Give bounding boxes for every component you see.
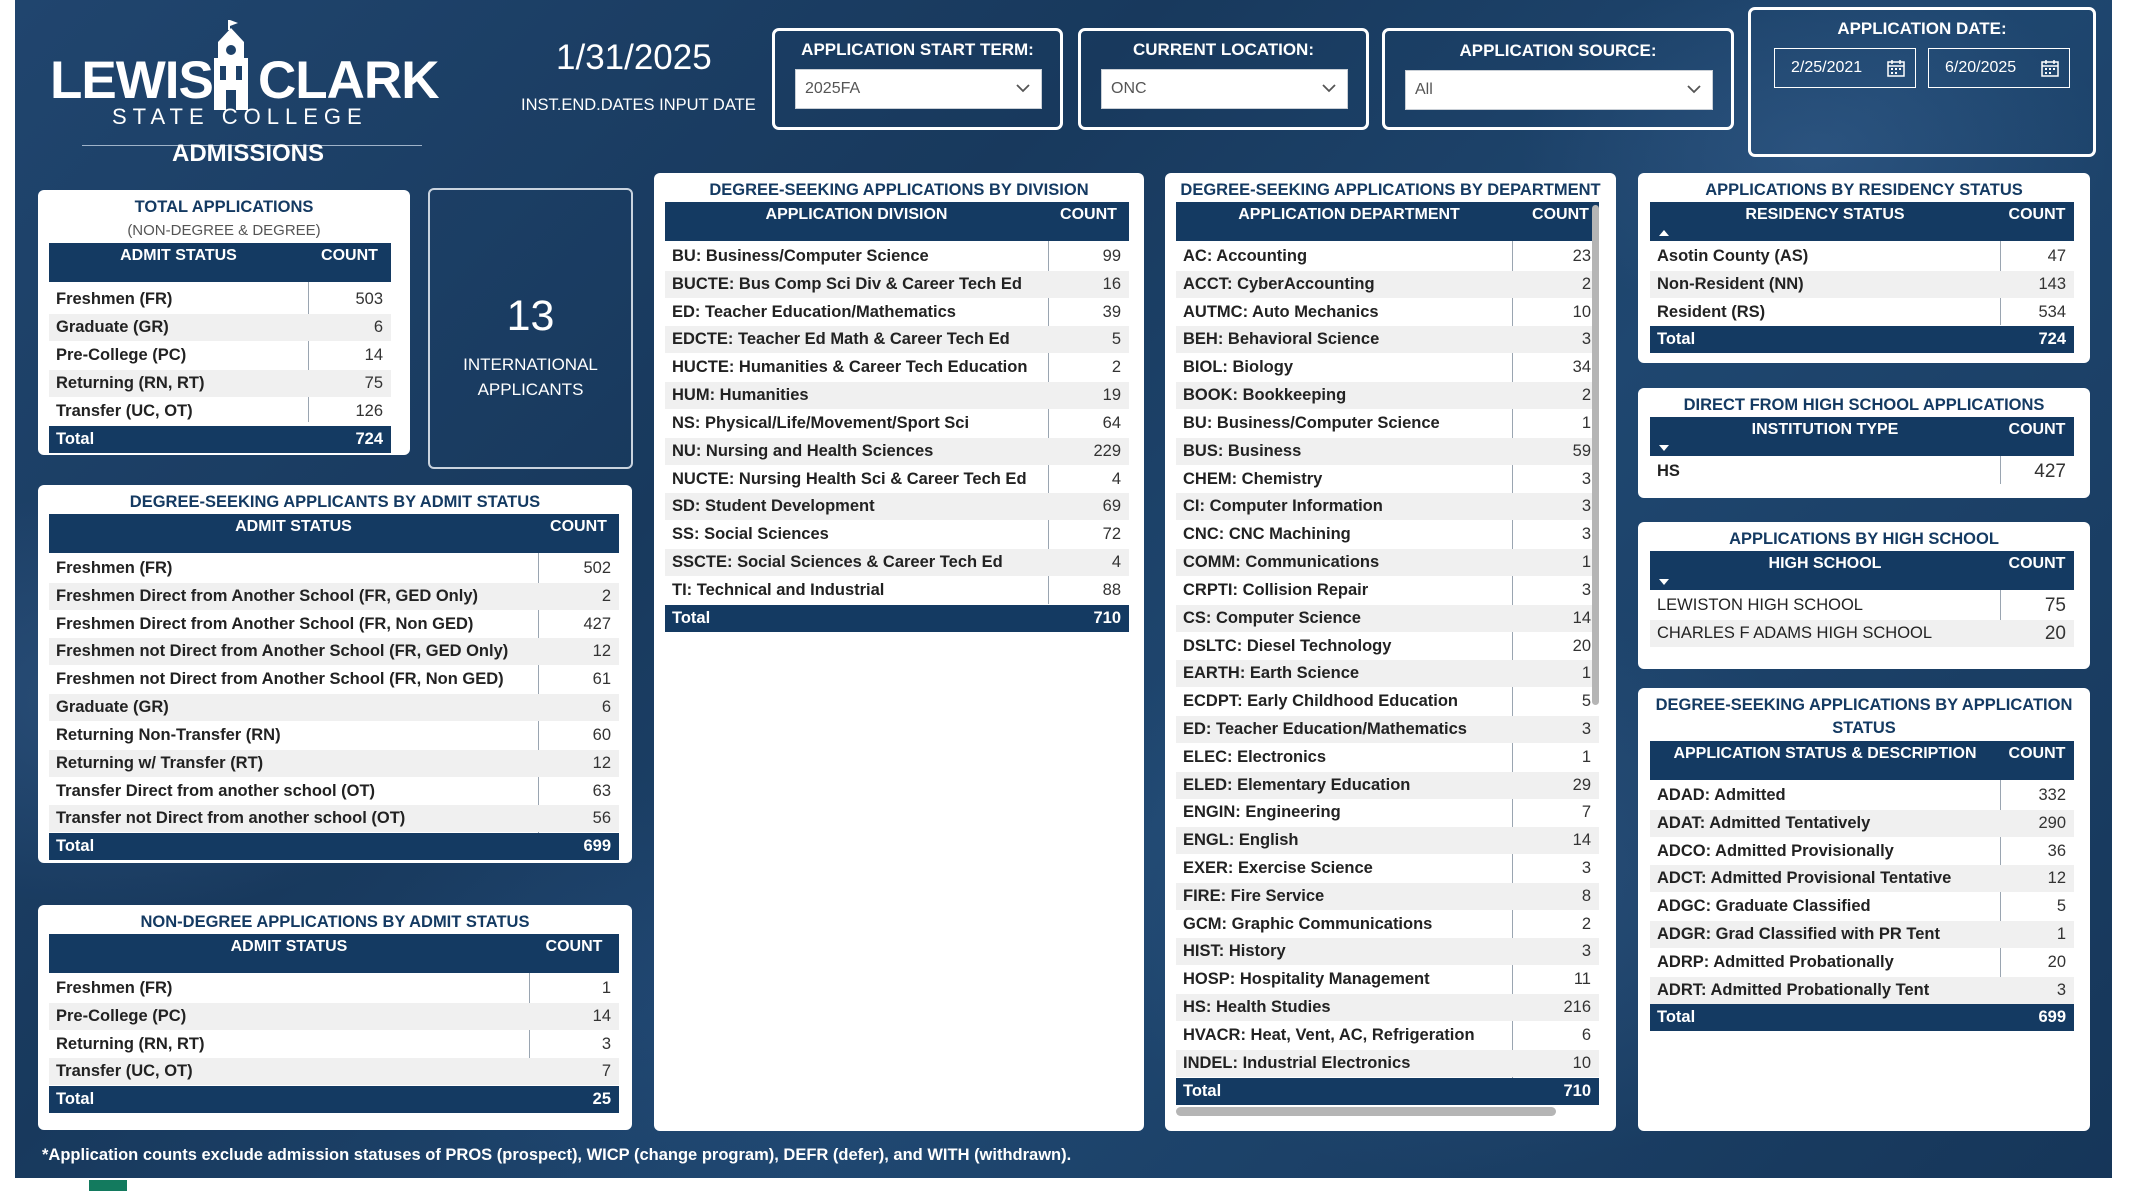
table-row: ACCT: CyberAccounting 2: [1176, 271, 1599, 298]
filter-app-date: [1748, 7, 2096, 157]
residency-card: [1638, 173, 2090, 363]
table-total-row: Total 710: [1176, 1078, 1599, 1105]
table-row: ED: Teacher Education/Mathematics 3: [1176, 716, 1599, 743]
international-label-line2: APPLICANTS: [477, 380, 584, 399]
dashboard-canvas: [15, 0, 2112, 1178]
card-title: DIRECT FROM HIGH SCHOOL APPLICATIONS: [1683, 396, 2045, 414]
column-header-count[interactable]: COUNT: [2008, 555, 2066, 572]
table-row: BUCTE: Bus Comp Sci Div & Career Tech Ed 16: [665, 271, 1129, 298]
total-applications-card: [38, 190, 410, 455]
card-title: DEGREE-SEEKING APPLICATIONS BY DEPARTMENT: [1180, 181, 1601, 199]
table-row: CHEM: Chemistry 3: [1183, 470, 1591, 488]
table-row: Asotin County (AS) 47: [1657, 247, 2066, 265]
column-header-residency[interactable]: RESIDENCY STATUS: [1745, 206, 1905, 223]
clock-tower-icon: [206, 18, 256, 113]
chevron-down-icon: [1321, 82, 1337, 94]
date-to-value: 6/20/2025: [1945, 59, 2017, 76]
department-card: [1165, 173, 1616, 1131]
table-row: CI: Computer Information 3: [1176, 493, 1599, 520]
division-card: [654, 173, 1144, 1131]
table-row: HVACR: Heat, Vent, AC, Refrigeration 6: [1183, 1026, 1591, 1044]
filter-start-term-label: APPLICATION START TERM:: [801, 40, 1034, 59]
table-row: Returning (RN, RT) 3: [56, 1035, 611, 1053]
table-row: Freshmen Direct from Another School (FR, GED Only) 2: [49, 583, 619, 610]
table-total-row: Total 699: [49, 833, 619, 860]
card-title: DEGREE-SEEKING APPLICATIONS BY DIVISION: [709, 181, 1089, 199]
table-row: SS: Social Sciences 72: [672, 525, 1121, 543]
nondegree-admit-status-card: [38, 905, 632, 1130]
table-row: NUCTE: Nursing Health Sci & Career Tech Ed 4: [672, 470, 1121, 488]
table-row: Freshmen not Direct from Another School (FR, Non GED) 61: [56, 670, 611, 688]
high-school-card: [1638, 522, 2090, 669]
table-row: Returning Non-Transfer (RN) 60: [56, 726, 611, 744]
table-total-row: Total 699: [1650, 1004, 2074, 1031]
table-row: ADRP: Admitted Probationally 20: [1657, 953, 2066, 971]
location-value: ONC: [1111, 80, 1147, 97]
start-term-value: 2025FA: [805, 80, 861, 97]
column-header-count[interactable]: COUNT: [2008, 206, 2066, 223]
table-row: Graduate (GR) 6: [49, 694, 619, 721]
table-row: Transfer Direct from another school (OT) 63: [56, 782, 611, 800]
table-row: Returning (RN, RT) 75: [49, 370, 391, 397]
table-row: ENGL: English 14: [1176, 827, 1599, 854]
source-dropdown[interactable]: [1405, 70, 1713, 110]
source-value: All: [1415, 81, 1433, 98]
table-row: SSCTE: Social Sciences & Career Tech Ed 4: [665, 549, 1129, 576]
chevron-down-icon: [1015, 82, 1031, 94]
column-header-division[interactable]: APPLICATION DIVISION: [765, 206, 948, 223]
column-header-admit-status[interactable]: ADMIT STATUS: [120, 247, 237, 264]
table-total-row: Total 724: [49, 426, 391, 453]
column-header-department[interactable]: APPLICATION DEPARTMENT: [1238, 206, 1460, 223]
college-logo: [50, 18, 440, 168]
table-row: ELEC: Electronics 1: [1183, 748, 1591, 766]
table-row: BU: Business/Computer Science 99: [672, 247, 1121, 265]
table-row: Freshmen (FR) 503: [56, 290, 383, 308]
table-row: INDEL: Industrial Electronics 10: [1176, 1050, 1599, 1077]
table-row: BUS: Business 59: [1176, 438, 1599, 465]
table-row: Graduate (GR) 6: [49, 314, 391, 341]
table-row: CNC: CNC Machining 3: [1183, 525, 1591, 543]
table-row: CRPTI: Collision Repair 3: [1183, 581, 1591, 599]
table-row: ADCO: Admitted Provisionally 36: [1657, 842, 2066, 860]
table-total-row: Total 724: [1650, 326, 2074, 353]
footnote: *Application counts exclude admission statuses of PROS (prospect), WICP (change program), DEFR (defer), and WITH (withdrawn).: [42, 1146, 1072, 1164]
column-header-app-status[interactable]: APPLICATION STATUS & DESCRIPTION: [1673, 745, 1977, 762]
international-applicants-card: [428, 188, 633, 469]
table-row: ADAT: Admitted Tentatively 290: [1650, 810, 2074, 837]
table-row: Freshmen Direct from Another School (FR, Non GED) 427: [56, 615, 611, 633]
table-row: SD: Student Development 69: [665, 493, 1129, 520]
column-header-count[interactable]: COUNT: [2008, 745, 2066, 762]
sort-descending-icon[interactable]: [1659, 579, 1669, 585]
table-total-row: Total 25: [49, 1086, 619, 1113]
table-header: [49, 243, 391, 282]
column-header-institution-type[interactable]: INSTITUTION TYPE: [1751, 421, 1899, 438]
column-header-count[interactable]: COUNT: [2008, 421, 2066, 438]
table-row: Non-Resident (NN) 143: [1650, 271, 2074, 298]
table-row: TI: Technical and Industrial 88: [672, 581, 1121, 599]
filter-app-date-label: APPLICATION DATE:: [1837, 19, 2007, 38]
card-title: TOTAL APPLICATIONS: [134, 198, 314, 216]
horizontal-scrollbar[interactable]: [1176, 1107, 1556, 1116]
table-row: DSLTC: Diesel Technology 20: [1183, 637, 1591, 655]
card-subtitle: (NON-DEGREE & DEGREE): [127, 222, 321, 239]
table-row: CS: Computer Science 14: [1176, 605, 1599, 632]
table-header: [665, 202, 1129, 241]
table-row: FIRE: Fire Service 8: [1176, 883, 1599, 910]
calendar-icon[interactable]: [2040, 58, 2060, 78]
table-row: Transfer (UC, OT) 126: [56, 402, 383, 420]
table-row: EDCTE: Teacher Ed Math & Career Tech Ed 5: [665, 326, 1129, 353]
table-row: Freshmen not Direct from Another School (FR, GED Only) 12: [49, 638, 619, 665]
table-header: [49, 934, 619, 973]
table-row: ED: Teacher Education/Mathematics 39: [672, 303, 1121, 321]
column-header-count[interactable]: COUNT: [550, 518, 607, 535]
table-row: BOOK: Bookkeeping 2: [1176, 382, 1599, 409]
table-row: Freshmen (FR) 1: [56, 979, 611, 997]
card-title: NON-DEGREE APPLICATIONS BY ADMIT STATUS: [140, 913, 530, 931]
filter-source-label: APPLICATION SOURCE:: [1459, 41, 1657, 60]
application-status-card: [1638, 688, 2090, 1131]
date-from-input[interactable]: [1774, 48, 1916, 88]
degree-admit-status-card: [38, 485, 632, 863]
table-row: ENGIN: Engineering 7: [1183, 803, 1591, 821]
logo-admissions: ADMISSIONS: [172, 140, 325, 167]
table-row: HOSP: Hospitality Management 11: [1183, 970, 1591, 988]
card-title: DEGREE-SEEKING APPLICANTS BY ADMIT STATUS: [129, 493, 541, 511]
card-title-line2: STATUS: [1832, 719, 1896, 737]
logo-wordmark-right: CLARK: [258, 51, 439, 110]
page-tab-marker[interactable]: [89, 1180, 127, 1191]
start-term-dropdown[interactable]: [795, 69, 1042, 109]
filter-location: [1078, 28, 1369, 130]
table-row: AC: Accounting 23: [1183, 247, 1591, 265]
column-header-admit-status[interactable]: ADMIT STATUS: [235, 518, 352, 535]
table-row: HIST: History 3: [1176, 938, 1599, 965]
table-row: LEWISTON HIGH SCHOOL 75: [1657, 595, 2066, 616]
table-row: BEH: Behavioral Science 3: [1176, 326, 1599, 353]
filter-start-term: [772, 28, 1063, 130]
table-row: Freshmen (FR) 502: [56, 559, 611, 577]
table-row: Transfer not Direct from another school (OT) 56: [49, 805, 619, 832]
table-row: ADRT: Admitted Probationally Tent 3: [1650, 977, 2074, 1004]
table-row: ELED: Elementary Education 29: [1176, 772, 1599, 799]
filter-source: [1382, 28, 1734, 130]
table-row: BU: Business/Computer Science 1: [1183, 414, 1591, 432]
logo-wordmark-left: LEWIS: [50, 51, 213, 110]
table-header: [49, 514, 619, 553]
table-header: [1650, 551, 2074, 590]
table-row: EXER: Exercise Science 3: [1183, 859, 1591, 877]
table-row: COMM: Communications 1: [1176, 549, 1599, 576]
table-row: Transfer (UC, OT) 7: [49, 1058, 619, 1085]
input-date-value: 1/31/2025: [556, 38, 712, 77]
table-row: Pre-College (PC) 14: [49, 1003, 619, 1030]
column-header-count[interactable]: COUNT: [321, 247, 378, 264]
table-row: HUM: Humanities 19: [665, 382, 1129, 409]
table-row: CHARLES F ADAMS HIGH SCHOOL 20: [1650, 620, 2074, 647]
calendar-icon[interactable]: [1886, 58, 1906, 78]
table-row: HUCTE: Humanities & Career Tech Education 2: [672, 358, 1121, 376]
table-row: Pre-College (PC) 14: [56, 346, 383, 364]
column-header-count[interactable]: COUNT: [1060, 206, 1117, 223]
table-row: BIOL: Biology 34: [1183, 358, 1591, 376]
sort-ascending-icon[interactable]: [1659, 230, 1669, 236]
chevron-down-icon: [1686, 83, 1702, 95]
table-total-row: Total 710: [665, 605, 1129, 632]
column-header-count[interactable]: COUNT: [545, 938, 603, 955]
column-header-high-school[interactable]: HIGH SCHOOL: [1768, 555, 1882, 572]
column-header-admit-status[interactable]: ADMIT STATUS: [230, 938, 348, 955]
table-row: Returning w/ Transfer (RT) 12: [49, 750, 619, 777]
vertical-scrollbar[interactable]: [1592, 205, 1599, 705]
sort-descending-icon[interactable]: [1659, 445, 1669, 451]
logo-subtitle: STATE COLLEGE: [112, 104, 368, 129]
international-count: 13: [506, 292, 555, 340]
table-row: ADAD: Admitted 332: [1657, 786, 2066, 804]
table-row: ECDPT: Early Childhood Education 5: [1183, 692, 1591, 710]
table-header: [1650, 417, 2074, 456]
table-header: [1176, 202, 1599, 241]
table-row: GCM: Graphic Communications 2: [1183, 915, 1591, 933]
table-row: NU: Nursing and Health Sciences 229: [665, 438, 1129, 465]
column-header-count[interactable]: COUNT: [1532, 206, 1589, 223]
direct-hs-card: [1638, 388, 2090, 498]
table-row: HS 427: [1657, 461, 2066, 482]
table-row: Resident (RS) 534: [1657, 303, 2066, 321]
date-from-value: 2/25/2021: [1791, 59, 1863, 76]
table-row: HS: Health Studies 216: [1176, 994, 1599, 1021]
table-row: ADCT: Admitted Provisional Tentative 12: [1650, 865, 2074, 892]
international-label-line1: INTERNATIONAL: [463, 355, 598, 374]
table-row: ADGC: Graduate Classified 5: [1657, 897, 2066, 915]
table-header: [1650, 202, 2074, 241]
card-title-line1: DEGREE-SEEKING APPLICATIONS BY APPLICATION: [1655, 696, 2073, 714]
table-row: ADGR: Grad Classified with PR Tent 1: [1650, 921, 2074, 948]
filter-location-label: CURRENT LOCATION:: [1133, 40, 1314, 59]
input-date-label: INST.END.DATES INPUT DATE: [521, 96, 756, 114]
card-title: APPLICATIONS BY HIGH SCHOOL: [1729, 530, 1999, 548]
table-row: EARTH: Earth Science 1: [1176, 660, 1599, 687]
card-title: APPLICATIONS BY RESIDENCY STATUS: [1705, 181, 2023, 199]
location-dropdown[interactable]: [1101, 69, 1348, 109]
date-to-input[interactable]: [1928, 48, 2070, 88]
table-row: NS: Physical/Life/Movement/Sport Sci 64: [672, 414, 1121, 432]
table-header: [1650, 741, 2074, 780]
table-row: AUTMC: Auto Mechanics 10: [1183, 303, 1591, 321]
